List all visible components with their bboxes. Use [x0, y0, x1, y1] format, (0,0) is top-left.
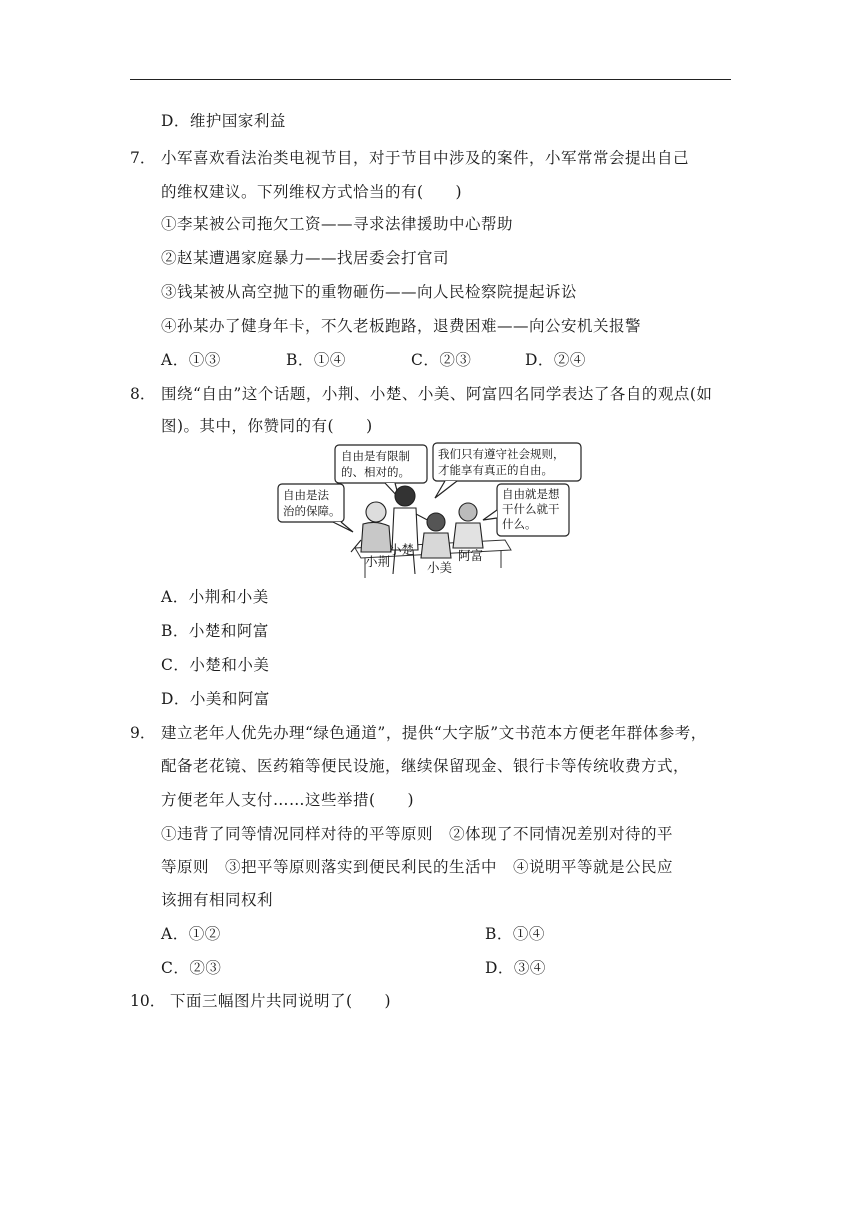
- q9-stem-line2: 配备老花镜、医药箱等便民设施，继续保留现金、银行卡等传统收费方式，: [161, 757, 690, 775]
- bubble-right-line2: 干什么就干: [502, 502, 560, 516]
- bubble-top-left-line2: 的、相对的。: [341, 465, 410, 479]
- label-xiaojing: 小荆: [365, 554, 391, 569]
- label-afu: 阿富: [458, 548, 484, 563]
- q7-option-a: A．①③: [161, 351, 221, 369]
- student-xiaojing-figure: [351, 502, 391, 552]
- q9-stem-line3: 方便老年人支付……这些举措( ): [161, 791, 415, 809]
- q8-option-c: C．小楚和小美: [161, 656, 270, 674]
- bubble-top-right-line2: 才能享有真正的自由。: [438, 463, 553, 477]
- q7-option-d: D．②④: [525, 351, 586, 369]
- q7-number: 7．: [130, 149, 156, 167]
- q10-stem: 下面三幅图片共同说明了( ): [170, 992, 392, 1010]
- q9-option-c: C．②③: [161, 959, 222, 977]
- q8-option-a: A．小荆和小美: [161, 588, 269, 606]
- student-afu-figure: [453, 503, 483, 548]
- q9-stem-line1: 建立老年人优先办理“绿色通道”，提供“大字版”文书范本方便老年群体参考，: [161, 724, 707, 742]
- q7-item-1: ①李某被公司拖欠工资——寻求法律援助中心帮助: [161, 215, 514, 233]
- q7-stem-line2: 的维权建议。下列维权方式恰当的有( ): [161, 183, 463, 201]
- q7-stem-line1: 小军喜欢看法治类电视节目，对于节目中涉及的案件，小军常常会提出自己: [161, 149, 690, 167]
- q9-items-line2: 等原则 ③把平等原则落实到便民利民的生活中 ④说明平等就是公民应: [161, 858, 674, 876]
- label-xiaomei: 小美: [427, 560, 453, 575]
- q8-option-b: B．小楚和阿富: [161, 622, 269, 640]
- q9-option-b: B．①④: [485, 925, 545, 943]
- bubble-right-line3: 什么。: [502, 517, 537, 531]
- q7-option-b: B．①④: [286, 351, 346, 369]
- q9-number: 9．: [130, 724, 156, 742]
- q9-items-line1: ①违背了同等情况同样对待的平等原则 ②体现了不同情况差别对待的平: [161, 825, 674, 843]
- q10-number: 10．: [130, 992, 166, 1010]
- q8-option-d: D．小美和阿富: [161, 690, 270, 708]
- bubble-top-left-line1: 自由是有限制: [341, 449, 410, 463]
- label-xiaochu: 小楚: [389, 542, 415, 557]
- q8-stem-line2: 图)。其中，你赞同的有( ): [161, 417, 373, 435]
- q8-stem-line1: 围绕“自由”这个话题，小荆、小楚、小美、阿富四名同学表达了各自的观点(如: [161, 385, 713, 403]
- speech-bubble-right: [483, 484, 569, 536]
- q6-option-d: D．维护国家利益: [161, 112, 286, 130]
- q7-item-2: ②赵某遭遇家庭暴力——找居委会打官司: [161, 249, 450, 267]
- q7-item-4: ④孙某办了健身年卡，不久老板跑路，退费困难——向公安机关报警: [161, 317, 642, 335]
- q8-number: 8．: [130, 385, 156, 403]
- bubble-right-line1: 自由就是想: [502, 487, 560, 501]
- bubble-left-line2: 治的保障。: [283, 504, 341, 518]
- speech-bubble-left: [278, 484, 353, 532]
- q7-item-3: ③钱某被从高空抛下的重物砸伤——向人民检察院提起诉讼: [161, 283, 578, 301]
- q7-option-c: C．②③: [411, 351, 472, 369]
- q9-option-a: A．①②: [161, 925, 221, 943]
- student-xiaomei-figure: [421, 513, 451, 558]
- header-rule: [130, 79, 731, 80]
- bubble-top-right-line1: 我们只有遵守社会规则，: [438, 447, 565, 461]
- bubble-left-line1: 自由是法: [283, 488, 329, 502]
- q9-items-line3: 该拥有相同权利: [161, 891, 274, 909]
- q8-cartoon-figure: [275, 440, 585, 582]
- q9-option-d: D．③④: [485, 959, 546, 977]
